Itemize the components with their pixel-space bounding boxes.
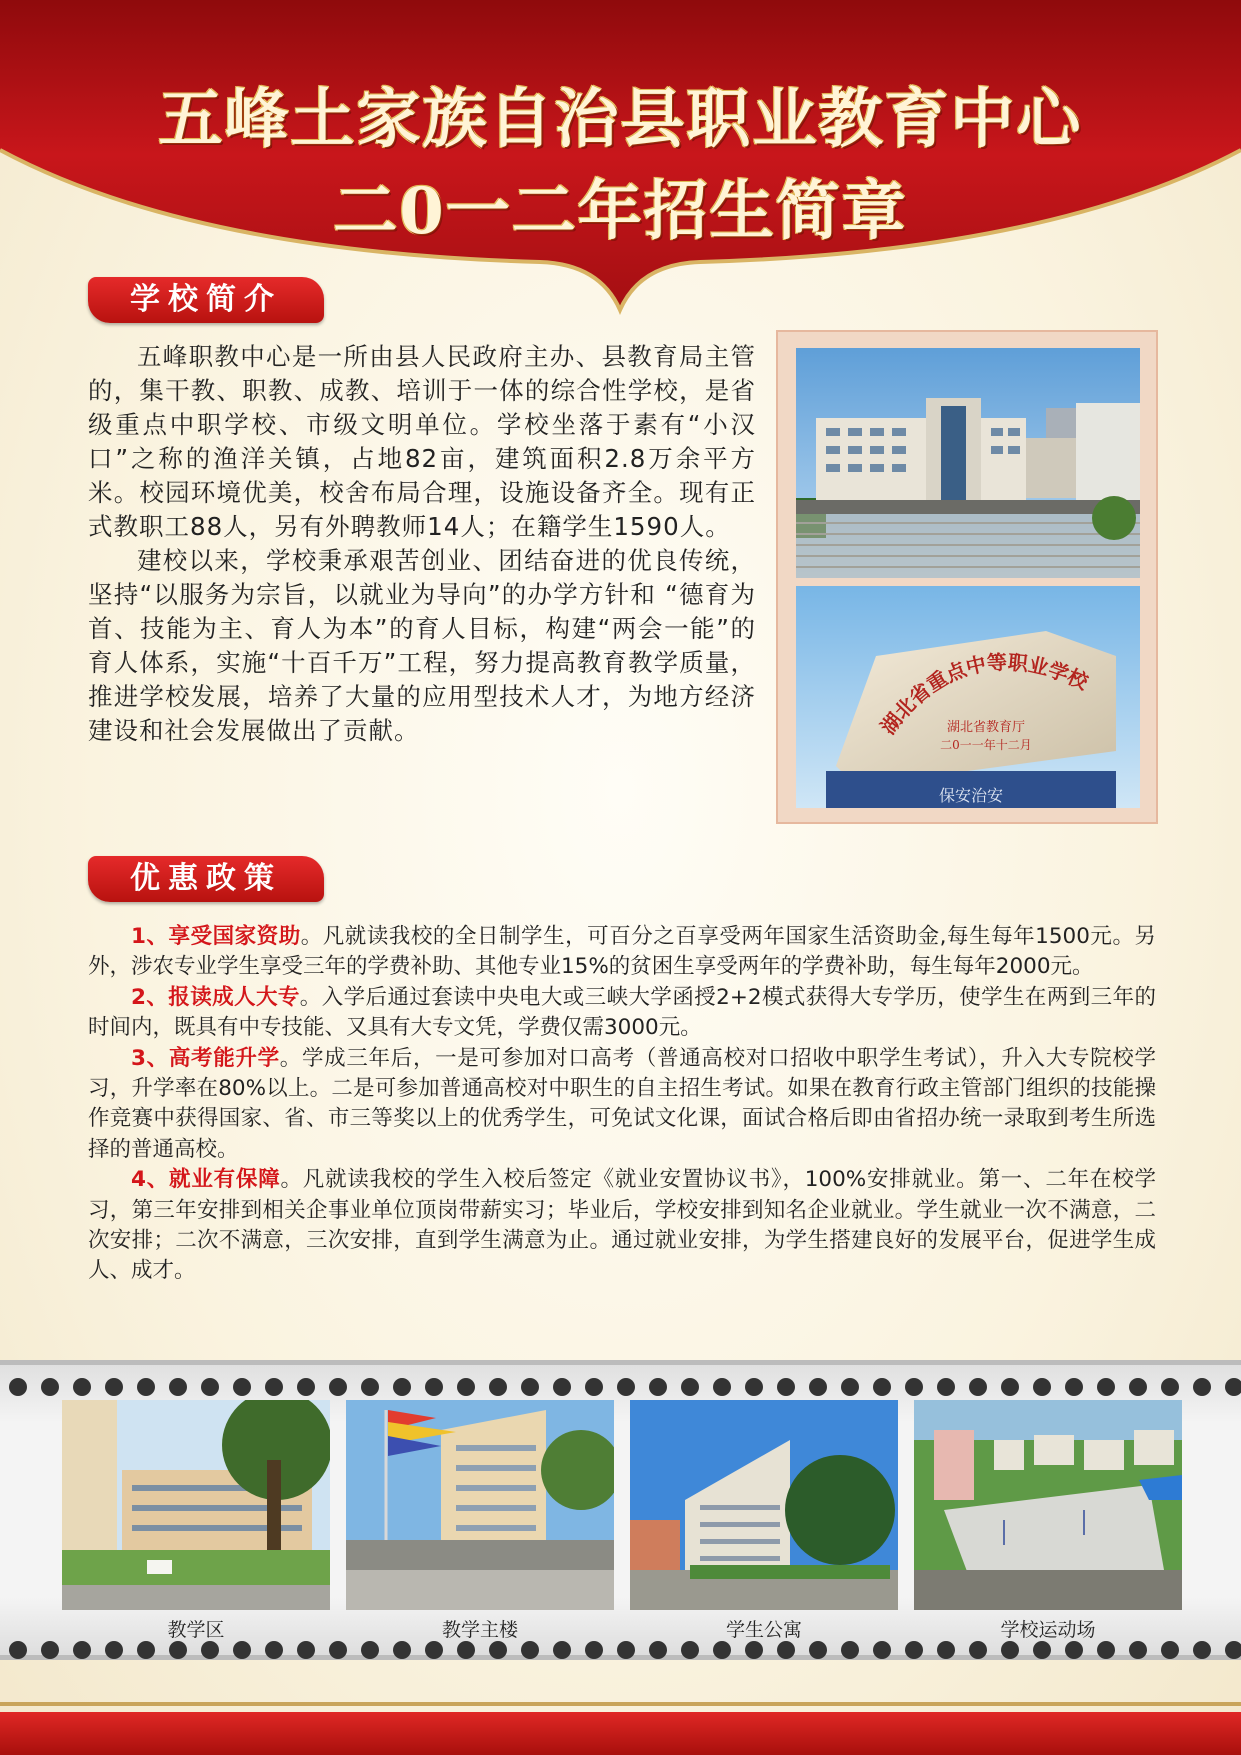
film-holes-bottom <box>0 1638 1241 1662</box>
gallery-photo-teaching-area <box>62 1400 330 1610</box>
policy-item-body: 。凡就读我校的学生入校后签定《就业安置协议书》，100%安排就业。第一、二年在校学习，第三年安排到相关企事业单位顶岗带薪实习；毕业后，学校安排到知名企业就业。学生就业一次不满意，二次安排；二次不满意，三次安排，直到学生满意为止。通过就业安排，为学生搭建良好的发展平台，促进学生成人、成才。 <box>88 1167 1156 1284</box>
policy-item-title: 2、报读成人大专 <box>131 984 300 1010</box>
main-title: 五峰土家族自治县职业教育中心 <box>158 82 1083 157</box>
intro-paragraph-2: 建校以来，学校秉承艰苦创业、团结奋进的优良传统，坚持“以服务为宗旨，以就业为导向”的办学方针和 “德育为首、技能为主、育人为本”的育人目标，构建“两会一能”的育人体系，实施“十百千万”工程，努力提高教育教学质量，推进学校发展，培养了大量的应用型技术人才，为地方经济建设和社会发展做出了贡献。 <box>88 546 756 745</box>
gallery-photo-dormitory <box>630 1400 898 1610</box>
policy-item-title: 3、高考能升学 <box>131 1045 280 1071</box>
gallery-caption: 学校运动场 <box>1000 1619 1096 1641</box>
bottom-gold-line <box>0 1702 1241 1706</box>
policy-item-title: 1、享受国家资助 <box>131 924 301 949</box>
film-holes-top <box>0 1375 1241 1399</box>
policy-item-title: 4、就业有保障 <box>131 1167 281 1193</box>
bottom-red-band <box>0 1712 1241 1755</box>
gallery-caption: 教学区 <box>167 1619 225 1641</box>
plaque-wall-text: 保安治安 <box>938 786 1004 805</box>
policy-item <box>88 983 1156 1044</box>
gallery-caption: 学生公寓 <box>725 1619 802 1641</box>
photo-film-strip <box>0 1360 1241 1660</box>
sub-title: 二0一二年招生简章 <box>333 174 908 249</box>
intro-paragraph-1: 五峰职教中心是一所由县人民政府主办、县教育局主管的，集干教、职教、成教、培训于一体的综合性学校，是省级重点中职学校、市级文明单位。学校坐落于素有“小汉口”之称的渔洋关镇，占地82亩，建筑面积2.8万余平方米。校园环境优美，校舍布局合理，设施设备齐全。现有正式教职工88人，另有外聘教师14人；在籍学生1590人。 <box>88 342 756 541</box>
plaque-arc-text: 湖北省重点中等职业学校 <box>875 649 1092 739</box>
plaque-date: 二0一一年十二月 <box>940 738 1032 752</box>
intro-photo-frame <box>776 330 1158 824</box>
gallery-photo-main-building <box>346 1400 614 1610</box>
policy-item <box>88 1044 1156 1166</box>
policy-item-body: 。学成三年后，一是可参加对口高考（普通高校对口招收中职学生考试），升入大专院校学习，升学率在80%以上。二是可参加普通高校对中职生的自主招生考试。如果在教育行政主管部门组织的技能操作竞赛中获得国家、省、市三等奖以上的优秀学生，可免试文化课，面试合格后即由省招办统一录取到考生所选择的普通高校。 <box>88 1045 1156 1162</box>
policy-item <box>88 1165 1156 1287</box>
plaque-issuer: 湖北省教育厅 <box>946 720 1026 735</box>
gallery-photo-sports-field <box>914 1400 1182 1610</box>
gallery-caption: 教学主楼 <box>441 1619 518 1641</box>
policy-item <box>88 922 1156 983</box>
policy-item-body: 。凡就读我校的全日制学生，可百分之百享受两年国家生活资助金,每生每年1500元。另外，涉农专业学生享受三年的学费补助、其他专业15%的贫困生享受两年的学费补助，每生每年2000元。 <box>88 924 1156 980</box>
policy-text <box>88 922 1156 1287</box>
school-building-photo <box>796 348 1140 578</box>
section-tag-policy: 优惠政策 <box>88 856 324 902</box>
policy-item-body: 。入学后通过套读中央电大或三峡大学函授2+2模式获得大专学历，使学生在两到三年的时间内，既具有中专技能、又具有大专文凭，学费仅需3000元。 <box>88 984 1156 1041</box>
intro-text <box>88 340 756 748</box>
section-tag-intro: 学校简介 <box>88 277 324 323</box>
key-school-plaque-photo <box>796 586 1140 808</box>
